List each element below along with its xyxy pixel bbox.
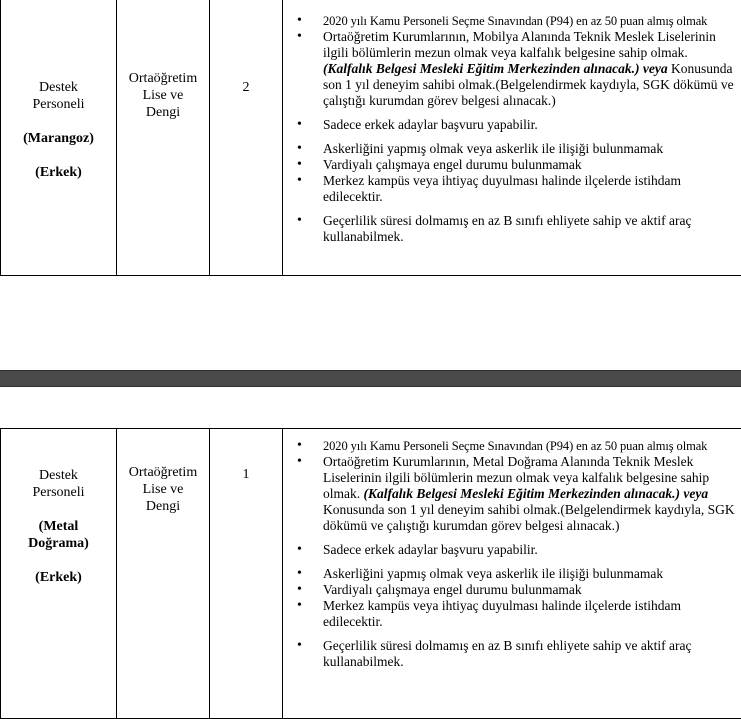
table-row (1, 429, 741, 719)
position-specialty: (Marangoz) (1, 130, 116, 147)
position-table-metal (0, 428, 741, 719)
position-count: 2 (243, 80, 250, 95)
count-cell (210, 429, 283, 719)
list-item (283, 566, 737, 582)
req-military: Askerliğini yapmış olmak veya askerlik ile ilişiği bulunmamak (323, 141, 663, 156)
list-item (283, 454, 737, 534)
requirements-cell (283, 0, 741, 276)
list-item (283, 542, 737, 558)
position-specialty-line2: Doğrama) (1, 535, 116, 552)
education-line3: Dengi (117, 498, 209, 515)
position-title-line2: Personeli (1, 96, 116, 113)
list-item (283, 582, 737, 598)
count-cell (210, 0, 283, 276)
req-kpss: 2020 yılı Kamu Personeli Seçme Sınavından (P94) en az 50 puan almış olmak (323, 14, 707, 28)
position-count: 1 (243, 467, 250, 482)
education-line1: Ortaöğretim (117, 70, 209, 87)
req-license: Geçerlilik süresi dolmamış en az B sınıfı ehliyete sahip ve aktif araç kullanabilmek. (323, 213, 692, 244)
requirements-list (283, 13, 741, 245)
position-specialty-line1: (Metal (1, 518, 116, 535)
table-row (1, 0, 741, 276)
list-item (283, 438, 737, 454)
req-male-only: Sadece erkek adaylar başvuru yapabilir. (323, 117, 538, 132)
req-experience: Konusunda son 1 yıl deneyim sahibi olmak.(Belgelendirmek kaydıyla, SGK dökümü ve çalıştığı kurumdan görev belgesi alınacak.) (323, 61, 734, 108)
list-item (283, 141, 737, 157)
req-education: Ortaöğretim Kurumlarının, Mobilya Alanında Teknik Meslek Liselerinin ilgili bölümlerin mezun olmak veya kalfalık belgesine sahip olmak. (323, 29, 716, 60)
requirements-list (283, 438, 741, 670)
req-kpss: 2020 yılı Kamu Personeli Seçme Sınavından (P94) en az 50 puan almış olmak (323, 439, 707, 453)
list-item (283, 13, 737, 29)
req-campus: Merkez kampüs veya ihtiyaç duyulması halinde ilçelerde istihdam edilecektir. (323, 173, 681, 204)
list-item (283, 173, 737, 205)
req-military: Askerliğini yapmış olmak veya askerlik ile ilişiği bulunmamak (323, 566, 663, 581)
requirements-cell (283, 429, 741, 719)
req-male-only: Sadece erkek adaylar başvuru yapabilir. (323, 542, 538, 557)
education-cell (117, 0, 210, 276)
education-cell (117, 429, 210, 719)
position-table-carpenter (0, 0, 741, 276)
position-cell (1, 429, 117, 719)
req-license: Geçerlilik süresi dolmamış en az B sınıfı ehliyete sahip ve aktif araç kullanabilmek. (323, 638, 692, 669)
list-item (283, 638, 737, 670)
education-line2: Lise ve (117, 481, 209, 498)
list-item (283, 213, 737, 245)
req-education: Ortaöğretim Kurumlarının, Metal Doğrama Alanında Teknik Meslek Liselerinin ilgili bölümlerin mezun olmak veya kalfalık belgesine sahip olmak. (323, 454, 709, 501)
position-cell (1, 0, 117, 276)
list-item (283, 117, 737, 133)
list-item (283, 29, 737, 109)
req-campus: Merkez kampüs veya ihtiyaç duyulması halinde ilçelerde istihdam edilecektir. (323, 598, 681, 629)
list-item (283, 598, 737, 630)
position-title-line1: Destek (1, 467, 116, 484)
education-line1: Ortaöğretim (117, 464, 209, 481)
req-experience: Konusunda son 1 yıl deneyim sahibi olmak.(Belgelendirmek kaydıyla, SGK dökümü ve çalıştığı kurumdan görev belgesi alınacak.) (323, 502, 735, 533)
req-education-note: (Kalfalık Belgesi Mesleki Eğitim Merkezinden alınacak.) veya (323, 61, 668, 76)
position-gender: (Erkek) (1, 569, 116, 586)
education-line2: Lise ve (117, 87, 209, 104)
education-line3: Dengi (117, 104, 209, 121)
page-divider (0, 370, 741, 387)
position-gender: (Erkek) (1, 164, 116, 181)
req-shift: Vardiyalı çalışmaya engel durumu bulunmamak (323, 157, 582, 172)
position-title-line2: Personeli (1, 484, 116, 501)
position-title-line1: Destek (1, 79, 116, 96)
list-item (283, 157, 737, 173)
req-shift: Vardiyalı çalışmaya engel durumu bulunmamak (323, 582, 582, 597)
req-education-note: (Kalfalık Belgesi Mesleki Eğitim Merkezinden alınacak.) veya (364, 486, 709, 501)
